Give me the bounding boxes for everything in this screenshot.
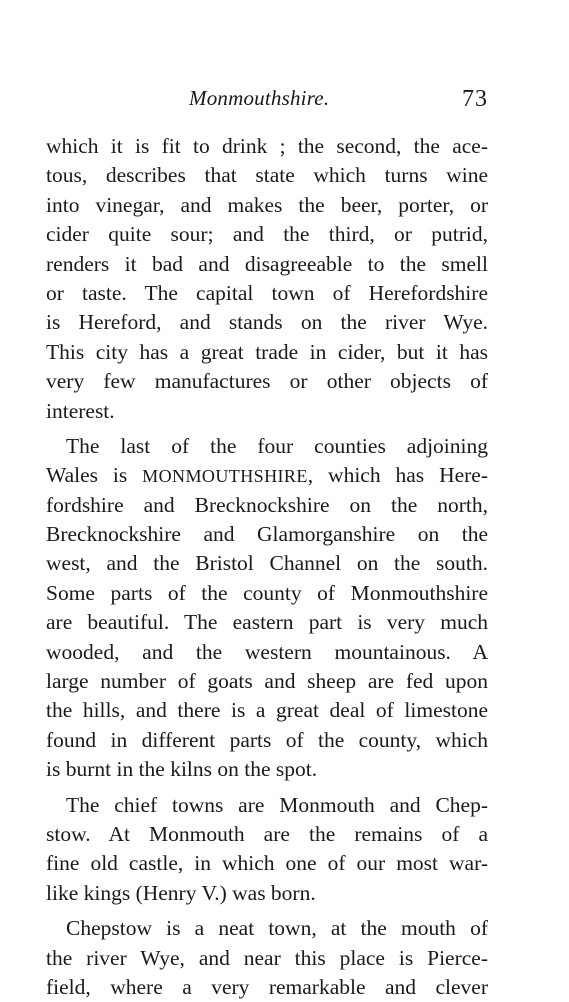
text-line: the river Wye, and near this place is Pierce- <box>46 945 488 970</box>
county-name-smallcaps: MONMOUTHSHIRE <box>142 466 308 487</box>
paragraph <box>46 914 488 1002</box>
page-header <box>46 86 488 120</box>
text-line: The last of the four counties adjoining <box>66 433 488 458</box>
paragraph <box>46 432 488 785</box>
text-line: is burnt in the kilns on the spot. <box>46 757 318 782</box>
text-line: west, and the Bristol Channel on the south. <box>46 551 488 576</box>
page-number: 73 <box>462 86 488 112</box>
text-line: stow. At Monmouth are the remains of a <box>46 821 488 846</box>
text-line <box>46 461 488 490</box>
running-title: Monmouthshire. <box>189 86 330 110</box>
paragraph <box>46 132 488 426</box>
text-line: cider quite sour; and the third, or putrid, <box>46 222 488 247</box>
text-line: fine old castle, in which one of our most war- <box>46 851 488 876</box>
text-line: very few manufactures or other objects of <box>46 369 488 394</box>
body-text <box>46 132 488 1002</box>
text-line: Chepstow is a neat town, at the mouth of <box>66 916 488 941</box>
text-line: are beautiful. The eastern part is very much <box>46 610 488 635</box>
text-line: Brecknockshire and Glamorganshire on the <box>46 522 488 547</box>
text-line: This city has a great trade in cider, but it has <box>46 339 488 364</box>
text-line: Some parts of the county of Monmouthshire <box>46 580 488 605</box>
text-line: renders it bad and disagreeable to the smell <box>46 251 488 276</box>
text-line: into vinegar, and makes the beer, porter, or <box>46 192 488 217</box>
text-line: interest. <box>46 398 115 423</box>
text-line: wooded, and the western mountainous. A <box>46 639 488 664</box>
text-line: or taste. The capital town of Herefordshire <box>46 280 488 305</box>
text-line: found in different parts of the county, which <box>46 727 488 752</box>
text-line: fordshire and Brecknockshire on the north, <box>46 492 488 517</box>
text-line: the hills, and there is a great deal of limestone <box>46 698 488 723</box>
text-line: is Hereford, and stands on the river Wye. <box>46 310 488 335</box>
text-line: The chief towns are Monmouth and Chep- <box>66 792 488 817</box>
text-line: tous, describes that state which turns wine <box>46 163 488 188</box>
text-segment: , which has Here- <box>307 463 488 488</box>
text-line: large number of goats and sheep are fed upon <box>46 669 488 694</box>
paragraph <box>46 791 488 909</box>
text-line: field, where a very remarkable and clever <box>46 974 488 999</box>
text-line: like kings (Henry V.) was born. <box>46 880 316 905</box>
text-segment: Wales is <box>46 463 143 488</box>
text-line: which it is fit to drink ; the second, the ace- <box>46 134 488 158</box>
